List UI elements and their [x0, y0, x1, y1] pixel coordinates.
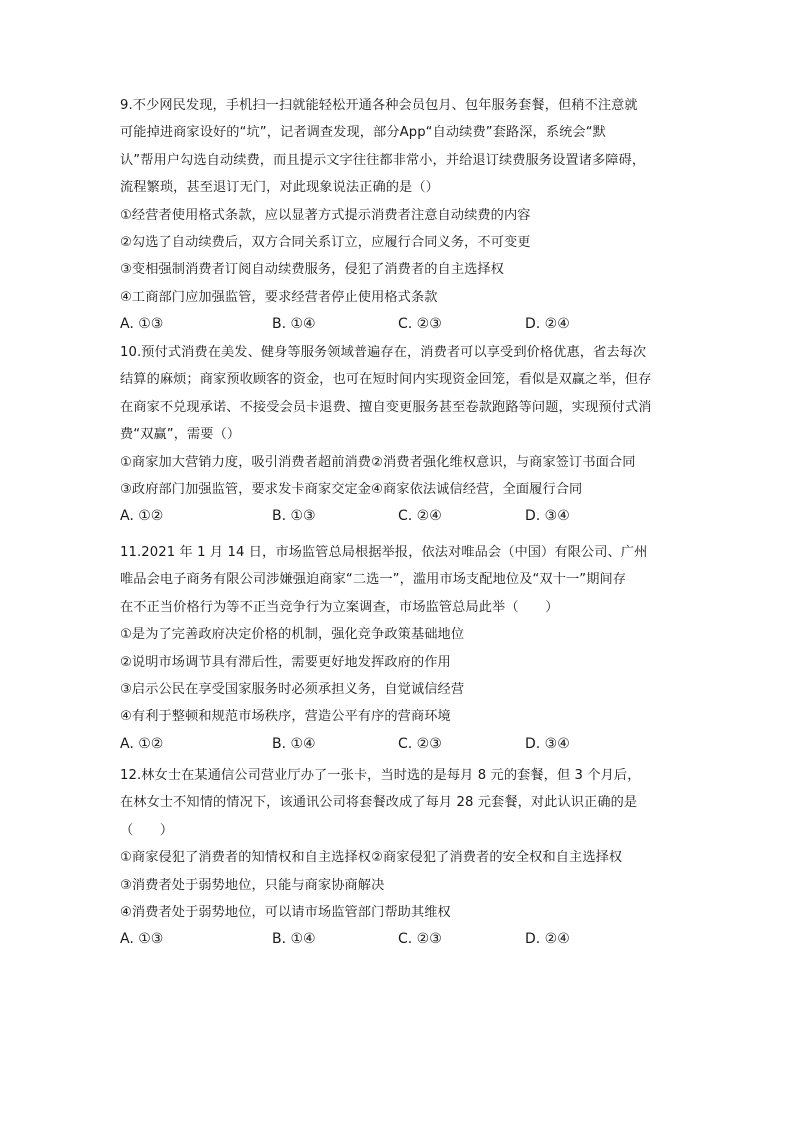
option-b[interactable]: B. ①③ [272, 508, 316, 525]
option-c[interactable]: C. ②③ [398, 316, 442, 333]
option-c[interactable]: C. ②④ [398, 508, 442, 525]
question-stem-line: 认”帮用户勾选自动续费，而且提示文字往往都非常小，并给退订续费服务设置诸多障碍， [120, 152, 646, 168]
option-d[interactable]: D. ③④ [525, 508, 570, 525]
question-stem-line: 12.林女士在某通信公司营业厅办了一张卡，当时选的是每月 8 元的套餐，但 3 个月后， [120, 768, 641, 783]
question-stem-line: 流程繁琐，甚至退订无门，对此现象说法正确的是（） [120, 180, 439, 196]
question-stem-line: 费“双赢”，需要（） [120, 427, 241, 443]
statement-item: ①商家侵犯了消费者的知情权和自主选择权②商家侵犯了消费者的安全权和自主选择权 [120, 850, 623, 866]
statement-item: ③变相强制消费者订阅自动续费服务，侵犯了消费者的自主选择权 [120, 262, 504, 278]
question-stem-line: 唯品会电子商务有限公司涉嫌强迫商家“二选一”，滥用市场支配地位及“双十一”期间存 [120, 572, 627, 588]
question-stem-line: 结算的麻烦；商家预收顾客的资金，也可在短时间内实现资金回笼，看似是双赢之举，但存 [120, 372, 652, 388]
option-b[interactable]: B. ①④ [272, 316, 316, 333]
statement-item: ③启示公民在享受国家服务时必须承担义务，自觉诚信经营 [120, 681, 465, 697]
question-stem-line: 9.不少网民发现，手机扫一扫就能轻松开通各种会员包月、包年服务套餐，但稍不注意就 [120, 98, 638, 113]
statement-item: ③消费者处于弱势地位，只能与商家协商解决 [120, 877, 385, 893]
question-9 [120, 92, 680, 339]
statement-item: ①经营者使用格式条款，应以显著方式提示消费者注意自动续费的内容 [120, 207, 531, 223]
statement-item: ①商家加大营销力度，吸引消费者超前消费②消费者强化维权意识，与商家签订书面合同 [120, 454, 636, 470]
question-stem-line: （ ） [120, 822, 174, 838]
option-a[interactable]: A. ①② [120, 735, 164, 752]
question-stem-line: 可能掉进商家设好的“坑”，记者调查发现，部分App“自动续费”套路深，系统会“默 [120, 125, 606, 141]
question-stem-line: 在商家不兑现承诺、不接受会员卡退费、擅自变更服务甚至卷款跑路等问题，实现预付式消 [120, 399, 652, 415]
option-a[interactable]: A. ①② [120, 508, 164, 525]
question-10 [120, 339, 680, 531]
question-12 [120, 762, 680, 954]
statement-item: ③政府部门加强监管，要求发卡商家交定金④商家依法诚信经营，全面履行合同 [120, 481, 583, 497]
answer-options [120, 503, 680, 530]
answer-options [120, 731, 680, 758]
statement-item: ①是为了完善政府决定价格的机制，强化竞争政策基础地位 [120, 627, 465, 643]
question-stem-line: 在不正当价格行为等不正当竞争行为立案调查，市场监管总局此举（ ） [120, 599, 559, 615]
question-stem-line: 在林女士不知情的情况下，该通讯公司将套餐改成了每月 28 元套餐，对此认识正确的是 [120, 795, 638, 811]
question-stem-line: 11.2021 年 1 月 14 日，市场监管总局根据举报，依法对唯品会（中国）有限公司、广州 [120, 545, 648, 560]
option-a[interactable]: A. ①③ [120, 931, 164, 948]
option-b[interactable]: B. ①④ [272, 735, 316, 752]
statement-item: ②说明市场调节具有滞后性，需要更好地发挥政府的作用 [120, 654, 451, 670]
question-stem-line: 10.预付式消费在美发、健身等服务领域普遍存在，消费者可以享受到价格优惠，省去每次 [120, 345, 647, 360]
question-11 [120, 539, 680, 758]
statement-item: ④工商部门应加强监管，要求经营者停止使用格式条款 [120, 289, 438, 305]
option-c[interactable]: C. ②③ [398, 931, 442, 948]
statement-item: ④有利于整顿和规范市场秩序，营造公平有序的营商环境 [120, 709, 451, 725]
option-c[interactable]: C. ②③ [398, 735, 442, 752]
statement-item: ④消费者处于弱势地位，可以请市场监管部门帮助其维权 [120, 904, 451, 920]
answer-options [120, 926, 680, 953]
answer-options [120, 311, 680, 338]
option-d[interactable]: D. ②④ [525, 931, 570, 948]
option-d[interactable]: D. ②④ [525, 316, 570, 333]
option-d[interactable]: D. ③④ [525, 735, 570, 752]
statement-item: ②勾选了自动续费后，双方合同关系订立，应履行合同义务，不可变更 [120, 234, 531, 250]
option-b[interactable]: B. ①④ [272, 931, 316, 948]
option-a[interactable]: A. ①③ [120, 316, 164, 333]
